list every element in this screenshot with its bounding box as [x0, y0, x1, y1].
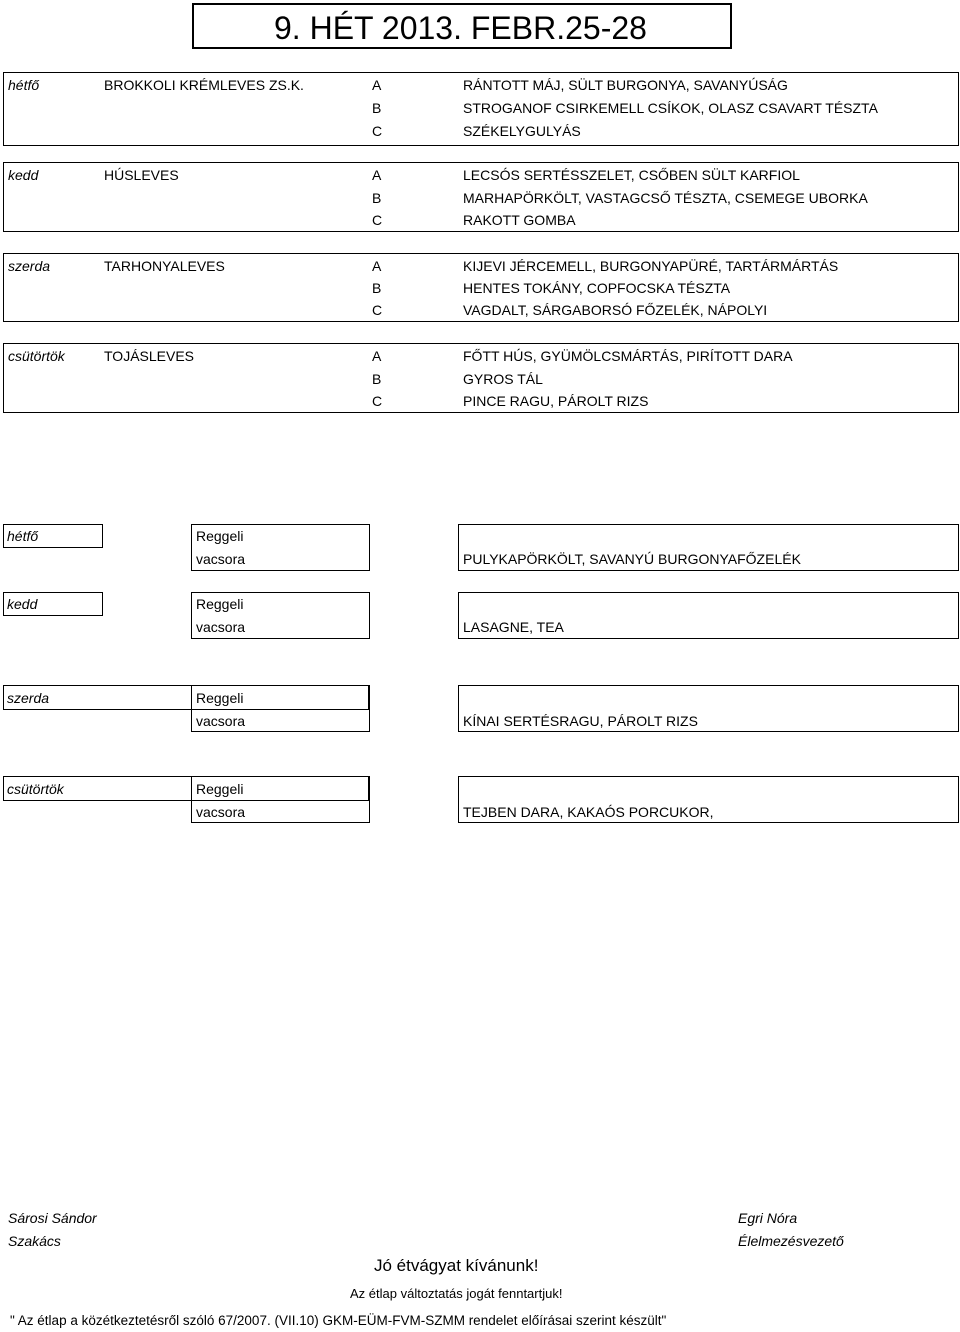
day-label: szerda [8, 258, 51, 274]
option-dish: RÁNTOTT MÁJ, SÜLT BURGONYA, SAVANYÚSÁG [463, 77, 788, 93]
soup: TOJÁSLEVES [104, 348, 195, 364]
breakfast-label: Reggeli [196, 781, 244, 797]
option-dish: MARHAPÖRKÖLT, VASTAGCSŐ TÉSZTA, CSEMEGE UBORKA [463, 190, 868, 206]
dinner-label: vacsora [196, 551, 246, 567]
soup: HÚSLEVES [104, 167, 179, 183]
option-dish: SZÉKELYGULYÁS [463, 123, 581, 139]
lunch-block-thursday [3, 343, 959, 413]
day-label: kedd [8, 167, 39, 183]
lunch-block-tuesday [3, 162, 959, 232]
option-letter: C [372, 302, 383, 318]
option-letter: A [372, 258, 382, 274]
meal-day-label: kedd [7, 596, 38, 612]
option-dish: RAKOTT GOMBA [463, 212, 576, 228]
option-letter: C [372, 393, 383, 409]
change-notice: Az étlap változtatás jogát fenntartjuk! [350, 1286, 563, 1301]
dinner-label: vacsora [196, 713, 246, 729]
manager-name: Egri Nóra [738, 1210, 798, 1226]
soup: TARHONYALEVES [104, 258, 225, 274]
option-letter: A [372, 348, 382, 364]
dinner-label: vacsora [196, 619, 246, 635]
dinner-dish: KÍNAI SERTÉSRAGU, PÁROLT RIZS [463, 713, 698, 729]
option-letter: B [372, 371, 382, 387]
option-dish: GYROS TÁL [463, 371, 543, 387]
option-dish: PINCE RAGU, PÁROLT RIZS [463, 393, 649, 409]
lunch-block-wednesday [3, 253, 959, 322]
day-label: csütörtök [8, 348, 65, 364]
option-letter: A [372, 77, 382, 93]
meal-day-label: szerda [7, 690, 50, 706]
breakfast-label: Reggeli [196, 690, 244, 706]
breakfast-label: Reggeli [196, 596, 244, 612]
cook-name: Sárosi Sándor [8, 1210, 97, 1226]
meal-day-label: hétfő [7, 528, 39, 544]
lunch-block-monday [3, 72, 959, 146]
dinner-label: vacsora [196, 804, 246, 820]
page-title: 9. HÉT 2013. FEBR.25-28 [274, 10, 647, 46]
option-dish: LECSÓS SERTÉSSZELET, CSŐBEN SÜLT KARFIOL [463, 167, 800, 183]
breakfast-label: Reggeli [196, 528, 244, 544]
title-box [192, 3, 732, 49]
meal-day-label: csütörtök [7, 781, 64, 797]
option-letter: B [372, 280, 382, 296]
option-letter: B [372, 190, 382, 206]
dinner-dish: TEJBEN DARA, KAKAÓS PORCUKOR, [463, 804, 714, 820]
option-letter: C [372, 123, 383, 139]
day-label: hétfő [8, 77, 40, 93]
manager-title: Élelmezésvezető [738, 1233, 844, 1249]
option-dish: FŐTT HÚS, GYÜMÖLCSMÁRTÁS, PIRÍTOTT DARA [463, 348, 793, 364]
greeting: Jó étvágyat kívánunk! [374, 1256, 539, 1275]
soup: BROKKOLI KRÉMLEVES ZS.K. [104, 77, 304, 93]
dinner-dish: LASAGNE, TEA [463, 619, 564, 635]
cook-title: Szakács [8, 1233, 61, 1249]
option-letter: A [372, 167, 382, 183]
option-dish: HENTES TOKÁNY, COPFOCSKA TÉSZTA [463, 280, 731, 296]
option-dish: KIJEVI JÉRCEMELL, BURGONYAPÜRÉ, TARTÁRMÁRTÁS [463, 258, 839, 274]
option-dish: VAGDALT, SÁRGABORSÓ FŐZELÉK, NÁPOLYI [463, 302, 768, 318]
option-dish: STROGANOF CSIRKEMELL CSÍKOK, OLASZ CSAVART TÉSZTA [463, 100, 878, 116]
option-letter: C [372, 212, 383, 228]
legal-notice: " Az étlap a közétkeztetésről szóló 67/2007. (VII.10) GKM-EÜM-FVM-SZMM rendelet előírásai szerint készült" [10, 1313, 667, 1328]
option-letter: B [372, 100, 382, 116]
dinner-dish: PULYKAPÖRKÖLT, SAVANYÚ BURGONYAFŐZELÉK [463, 551, 801, 567]
